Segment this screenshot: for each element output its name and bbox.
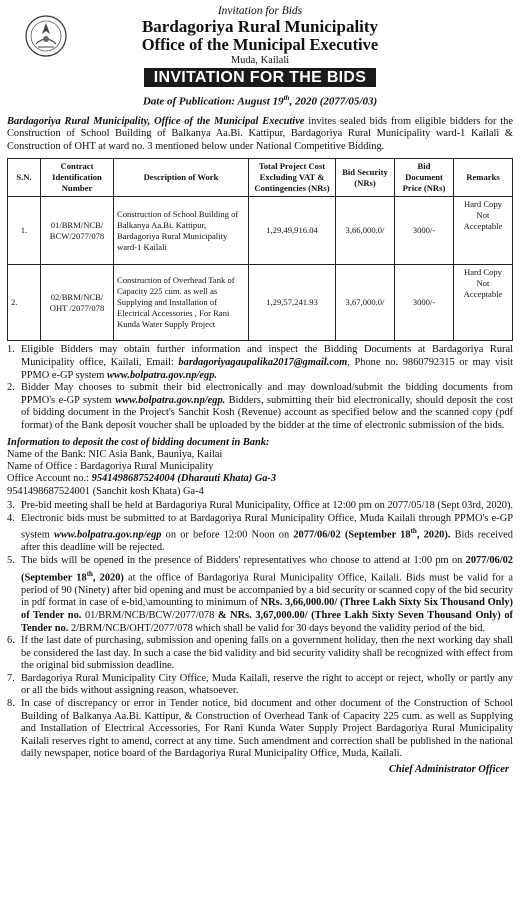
list-item: 8. In case of discrepancy or error in Tender notice, bid document and other document of the Construction of School Building of Balkanya Aa.Bi. Kattipur, & Construction of Overhead Tank of Capacity 225 cum. as well as Supplying and Installation of Electrical Accessories, For Rani Kunda Water Supply Project Bardagoriya Rural Municipality Kailali reserves right to amend, correct at any time. Such amendment and correction shall be published in the national daily newspaper, notice board of the Bardagoriya Rural Municipality Office, Muda, Kailali. [7,698,513,760]
list-item: 2. Bidder May chooses to submit their bid electronically and may download/submit the bidding documents from PPMO's e-GP system www.bolpatra.gov.np/egp. Bidders, submitting their bid electronically, should deposit the cost of bidding document in the Project's Sanchit Kosh (Revenue) account as specified below and the scanned copy (pdf format) of the Bank deposit voucher shall be uploaded by the bidder at the time of electronic submission of the bids. [7,382,513,431]
intro-paragraph: Bardagoriya Rural Municipality, Office of the Municipal Executive invites sealed bids from eligible bidders for the Construction of School Building of Balkanya Aa.Bi. Kattipur, Bardagoriya Rural Municipality ward-1 Kailali & Construction of OHT at ward no. 3 mentioned below under National Competitive Bidding. [7,115,513,152]
col-sn: S.N. [8,159,41,197]
table-row [8,265,513,341]
location: Muda, Kailali [230,55,290,66]
cell-price: 3000/- [395,197,454,265]
cell-sn: 1. [8,197,41,265]
table-row [8,197,513,265]
list-item: 6. If the last date of purchasing, submission and opening falls on a government holiday, then the next working day shall be considered the last day. In such a case the bid validity and bid security validity shall be recognized with effect from the original bid submission deadline. [7,635,513,672]
cell-cost: 1,29,57,241.93 [249,265,336,341]
cell-description: Construction of School Building of Balkanya Aa.Bi. Kattipur, Bardagoriya Rural Municipality ward-1 Kailali [114,197,249,265]
cell-description: Construction of Overhead Tank of Capacity 225 cum. as well as Supplying and Installation of Electrical Accessories , For Rani Kunda Water Supply Project [114,265,249,341]
list-item: 4. Electronic bids must be submitted to at Bardagoriya Rural Municipality Office, Muda Kailali through PPMO's e-GP system www.bolpatra.gov.np/egp on or before 12:00 Noon on 2077/06/02 (September 18th, 2020). Bids received after this deadline will be rejected. [7,512,513,554]
col-remarks: Remarks [454,159,513,197]
cell-cost: 1,29,49,916.04 [249,197,336,265]
bank-account: Office Account no.: 9541498687524004 (Dharauti Khata) Ga-3 [7,473,277,485]
bids-table [7,158,513,341]
egp-link[interactable]: www.bolpatra.gov.np/egp [54,529,162,541]
list-item: 7. Bardagoriya Rural Municipality City Office, Muda Kailali, reserve the right to accept or reject, wholly or partly any or all the bids without assigning reason, whatsoever. [7,672,513,697]
cell-remarks: Hard Copy Not Acceptable [454,265,513,341]
cell-contract: 01/BRM/NCB/ BCW/2077/078 [41,197,114,265]
email-link[interactable]: bardagoriyagaupalika2017@gmail.com [178,357,348,369]
title-banner: INVITATION FOR THE BIDS [144,68,377,87]
col-description: Description of Work [114,159,249,197]
list-item: 3. Pre-bid meeting shall be held at Bardagoriya Rural Municipality, Office at 12:00 pm on 2077/05/18 (Sept 03rd, 2020). [7,500,514,512]
bank-name: Name of the Bank: NIC Asia Bank, Bauniya, Kailai [7,448,223,460]
cell-security: 3,66,000.0/ [336,197,395,265]
egp-link[interactable]: www.bolpatra.gov.np/egp. [115,394,226,406]
signature: Chief Administrator Officer [388,764,509,776]
kicker: Invitation for Bids [217,5,303,17]
nepal-emblem-icon [24,14,68,58]
cell-security: 3,67,000.0/ [336,265,395,341]
col-contract: Contract Identification Number [41,159,114,197]
cell-remarks: Hard Copy Not Acceptable [454,197,513,265]
cell-contract: 02/BRM/NCB/ OHT /2077/078 [41,265,114,341]
col-security: Bid Security (NRs) [336,159,395,197]
list-item: 1. Eligible Bidders may obtain further information and inspect the Bidding Documents at Bardagoriya Rural Municipality office, Kailali, Email: bardagoriyagaupalika2017@gmail.com, Phone no. 9860792315 or may visit PPMO e-GP system www.bolpatra.gov.np/egp. [7,344,514,381]
cell-sn: 2. [8,265,41,341]
conditions-list [7,344,513,761]
col-price: Bid Document Price (NRs) [395,159,454,197]
col-cost: Total Project Cost Excluding VAT & Contingencies (NRs) [249,159,336,197]
bank-info-title: Information to deposit the cost of bidding document in Bank: [7,436,270,448]
list-item: 5. The bids will be opened in the presence of Bidders' representatives who choose to attend at 1:00 pm on 2077/06/02 (September 18th, 2020) at the office of Bardagoriya Rural Municipality Office, Kailali. Bids must be valid for a period of 90 (Ninety) after bid opening and must be accompanied by a bid security or scanned copy of the bid security in pdf format in case of e-bid,\amounting to minimum of NRs. 3,66,000.00/ (Three Lakh Sixty Six Thousand Only) of Tender no. 01/BRM/NCB/BCW/2077/078 & NRs. 3,67,000.00/ (Three Lakh Sixty Seven Thousand Only) of Tender no. 2/BRM/NCB/OHT/2077/078 which shall be valid for 30 days beyond the validity period of the bid. [7,555,513,634]
bank-account-2: 9541498687524001 (Sanchit kosh Khata) Ga-4 [7,485,204,497]
egp-link[interactable]: www.bolpatra.gov.np/egp. [106,369,218,381]
org-name: Bardagoriya Rural Municipality [141,17,379,36]
table-header-row [8,159,513,197]
bank-office: Name of Office : Bardagoriya Rural Municipality [7,461,214,472]
publication-date: Date of Publication: August 19th, 2020 (2077/05/03) [142,94,378,108]
office-name: Office of the Municipal Executive [141,35,379,54]
cell-price: 3000/- [395,265,454,341]
